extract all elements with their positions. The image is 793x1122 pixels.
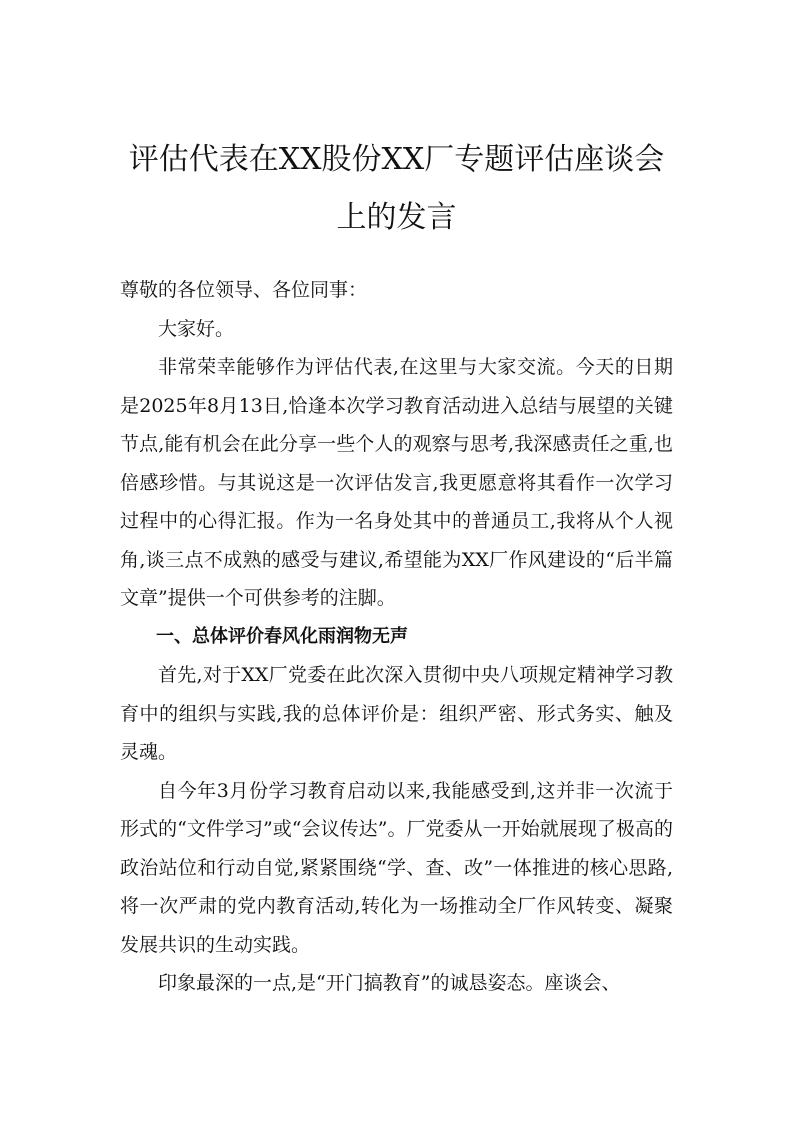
document-title: 评估代表在XX股份XX厂专题评估座谈会上的发言 — [128, 142, 665, 235]
intro-paragraph: 非常荣幸能够作为评估代表,在这里与大家交流。今天的日期是2025年8月13日,恰逢本次学习教育活动进入总结与展望的关键节点,能有机会在此分享一些个人的观察与思考,我深感责任之重,也倍感珍惜。与其说这是一次评估发言,我更愿意将其看作一次学习过程中的心得汇报。作为一名身处其中的普通员工,我将从个人视角,谈三点不成熟的感受与建议,希望能为XX厂作风建设的“后半篇文章”提供一个可供参考的注脚。 — [120, 356, 673, 609]
body-paragraph: 首先,对于XX厂党委在此次深入贯彻中央八项规定精神学习教育中的组织与实践,我的总体评价是：组织严密、形式务实、触及灵魂。 — [120, 664, 673, 763]
document-body — [120, 271, 673, 1003]
section-heading: 一、总体评价春风化雨润物无声 — [156, 625, 408, 647]
greeting: 大家好。 — [158, 317, 235, 340]
body-paragraph: 自今年3月份学习教育启动以来,我能感受到,这并非一次流于形式的“文件学习”或“会议传达”。厂党委从一开始就展现了极高的政治站位和行动自觉,紧紧围绕“学、查、改”一体推进的核心思路,将一次严肃的党内教育活动,转化为一场推动全厂作风转变、凝聚发展共识的生动实践。 — [120, 779, 673, 956]
body-paragraph: 印象最深的一点,是“开门搞教育”的诚恳姿态。座谈会、 — [158, 972, 621, 994]
salutation: 尊敬的各位领导、各位同事： — [120, 279, 368, 301]
